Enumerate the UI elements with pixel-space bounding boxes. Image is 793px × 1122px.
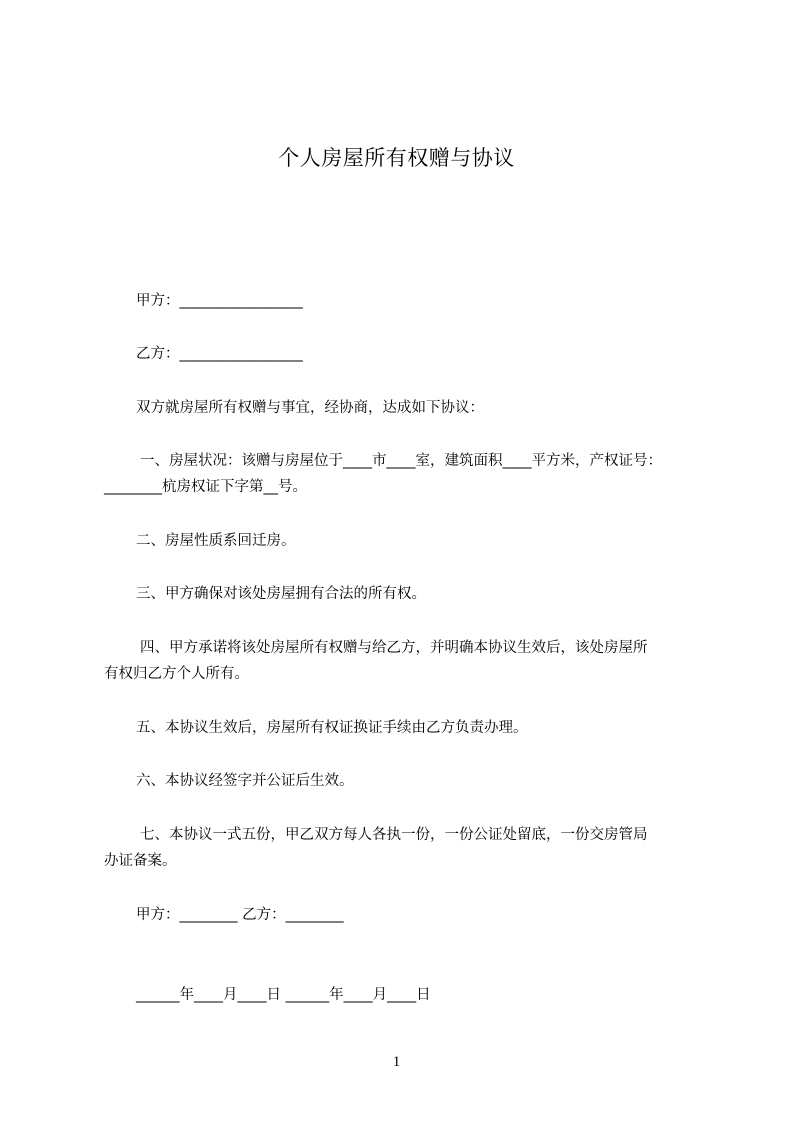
document-title: 个人房屋所有权赠与协议 [278,146,515,170]
clause-6: 六、本协议经签字并公证后生效。 [136,773,354,789]
clause-7-line-2: 办证备案。 [104,853,177,869]
clause-2: 二、房屋性质系回迁房。 [136,533,296,549]
clause-1-line-2: ________杭房权证下字第__号。 [104,479,307,495]
page-number: 1 [392,1054,401,1070]
clause-4-line-1: 四、甲方承诺将该处房屋所有权赠与给乙方，并明确本协议生效后，该处房屋所 [140,640,648,656]
party-b-line: 乙方：_________________ [136,346,303,362]
signature-line: 甲方：________ 乙方：________ [136,907,344,923]
clause-3: 三、甲方确保对该处房屋拥有合法的所有权。 [136,586,426,602]
intro-paragraph: 双方就房屋所有权赠与事宜，经协商，达成如下协议： [136,400,484,416]
clause-1-line-1: 一、房屋状况：该赠与房屋位于____市____室，建筑面积____平方米，产权证号： [140,453,662,469]
party-a-line: 甲方：_________________ [136,293,303,309]
clause-5: 五、本协议生效后，房屋所有权证换证手续由乙方负责办理。 [136,720,528,736]
date-line: ______年____月____日 ______年____月____日 [136,987,431,1003]
clause-4-line-2: 有权归乙方个人所有。 [104,666,249,682]
clause-7-line-1: 七、本协议一式五份，甲乙双方每人各执一份，一份公证处留底，一份交房管局 [140,827,648,843]
